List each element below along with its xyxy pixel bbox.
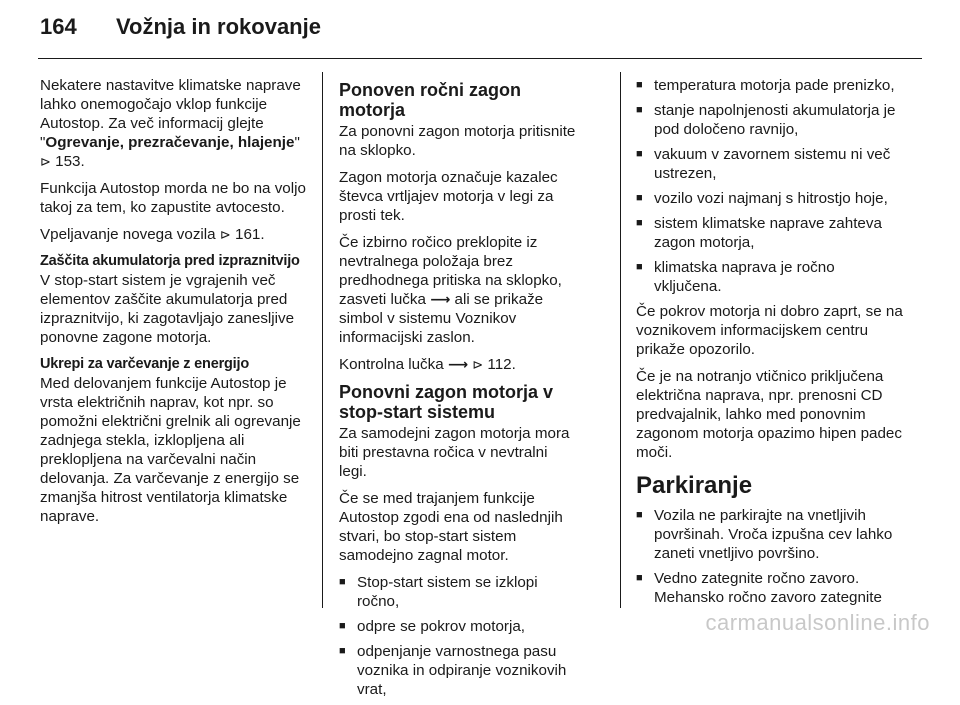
reference-arrow-icon: ⊳ xyxy=(40,154,51,169)
section-heading: Ponoven ročni zagon motorja xyxy=(339,80,522,120)
list-item: ■ stanje napolnjenosti akumulatorja je pod določeno ravnijo, xyxy=(636,101,906,139)
paragraph: Kontrolna lučka ⟶ ⊳ 112. xyxy=(339,356,516,373)
paragraph: Funkcija Autostop morda ne bo na voljo takoj za tem, ko zapustite avtocesto. xyxy=(40,180,306,216)
paragraph: Za ponovni zagon motorja pritisnite na sklopko. xyxy=(339,123,576,159)
paragraph: Če izbirno ročico preklopite iz nevtralnega položaja brez predhodnega pritiska na sklopko, zasveti lučka ⟶ ali se prikaže simbol v sistemu Voznikov informacijski zaslon. xyxy=(339,234,562,346)
page-title: Vožnja in rokovanje xyxy=(116,14,321,39)
reference-arrow-icon: ⊳ xyxy=(472,357,484,372)
list-item: ■ Vozila ne parkirajte na vnetljivih površinah. Vroča izpušna cev lahko zaneti vnetljivo površino. xyxy=(636,506,906,563)
list-item: ■ vakuum v zavornem sistemu ni več ustrezen, xyxy=(636,145,906,183)
list-item: ■ temperatura motorja pade prenizko, xyxy=(636,76,906,95)
bullet-list xyxy=(339,573,579,699)
paragraph: Če se med trajanjem funkcije Autostop zgodi ena od naslednjih stvari, bo stop-start sistem samodejno zagnal motor. xyxy=(339,490,563,564)
page-header xyxy=(40,14,321,50)
list-item: ■ Stop-start sistem se izklopi ročno, xyxy=(339,573,579,611)
paragraph: V stop-start sistem je vgrajenih več elementov zaščite akumulatorja pred izpraznitvijo, ki zagotavljajo zanesljive ponovne zagone motorja. xyxy=(40,272,295,346)
paragraph: Če pokrov motorja ni dobro zaprt, se na voznikovem informacijskem centru prikaže opozorilo. xyxy=(636,303,903,358)
autostop-lamp-icon: ⟶ xyxy=(447,356,469,372)
column-divider xyxy=(322,72,323,608)
column-1 xyxy=(40,76,310,534)
reference-arrow-icon: ⊳ xyxy=(219,227,231,242)
column-2 xyxy=(339,76,579,705)
list-item: ■ odpenjanje varnostnega pasu voznika in odpiranje voznikovih vrat, xyxy=(339,642,579,699)
watermark: carmanualsonline.info xyxy=(705,610,930,635)
paragraph: Med delovanjem funkcije Autostop je vrsta električnih naprav, kot npr. so pomožni električni grelnik ali ogrevanje zadnjega stekla, izklopljena ali preklopljena na varčevalni način delovanja. Za varčevanje z energijo se zmanjša hitrost ventilatorja klimatske naprave. xyxy=(40,375,301,525)
paragraph: Za samodejni zagon motorja mora biti prestavna ročica v nevtralni legi. xyxy=(339,425,570,480)
page-reference[interactable]: 161. xyxy=(235,226,265,243)
subheading: Zaščita akumulatorja pred izpraznitvijo xyxy=(40,253,300,269)
bullet-list xyxy=(636,506,906,607)
list-item: ■ Vedno zategnite ročno zavoro. Mehansko ročno zavoro zategnite xyxy=(636,569,906,607)
section-heading: Ponovni zagon motorja v stop-start sistemu xyxy=(339,382,554,422)
list-item: ■ odpre se pokrov motorja, xyxy=(339,617,579,636)
paragraph: Zagon motorja označuje kazalec števca vrtljajev motorja v legi za prosti tek. xyxy=(339,169,558,224)
paragraph: Vpeljavanje novega vozila ⊳ 161. xyxy=(40,226,265,243)
page-reference[interactable]: 112. xyxy=(487,356,516,373)
header-rule xyxy=(38,58,922,59)
list-item: ■ vozilo vozi najmanj s hitrostjo hoje, xyxy=(636,189,906,208)
page-reference[interactable]: 153. xyxy=(55,153,85,170)
autostop-lamp-icon: ⟶ xyxy=(430,291,451,307)
column-divider xyxy=(620,72,621,608)
column-3 xyxy=(636,76,906,613)
bullet-list xyxy=(636,76,906,296)
paragraph: Nekatere nastavitve klimatske naprave lahko onemogočajo vklop funkcije Autostop. Za več informacij glejte "Ogrevanje, prezračevanje, hlajenje" ⊳ 153. xyxy=(40,77,301,170)
list-item: ■ klimatska naprava je ročno vključena. xyxy=(636,258,906,296)
list-item: ■ sistem klimatske naprave zahteva zagon motorja, xyxy=(636,214,906,252)
subheading: Ukrepi za varčevanje z energijo xyxy=(40,356,249,372)
page-number: 164 xyxy=(40,14,77,39)
paragraph: Če je na notranjo vtičnico priključena električna naprava, npr. prenosni CD predvajalnik, lahko med ponovnim zagonom motorja opazimo hipen padec moči. xyxy=(636,368,902,461)
section-heading: Parkiranje xyxy=(636,472,753,499)
cross-reference-link[interactable]: Ogrevanje, prezračevanje, hlajenje xyxy=(45,134,295,151)
